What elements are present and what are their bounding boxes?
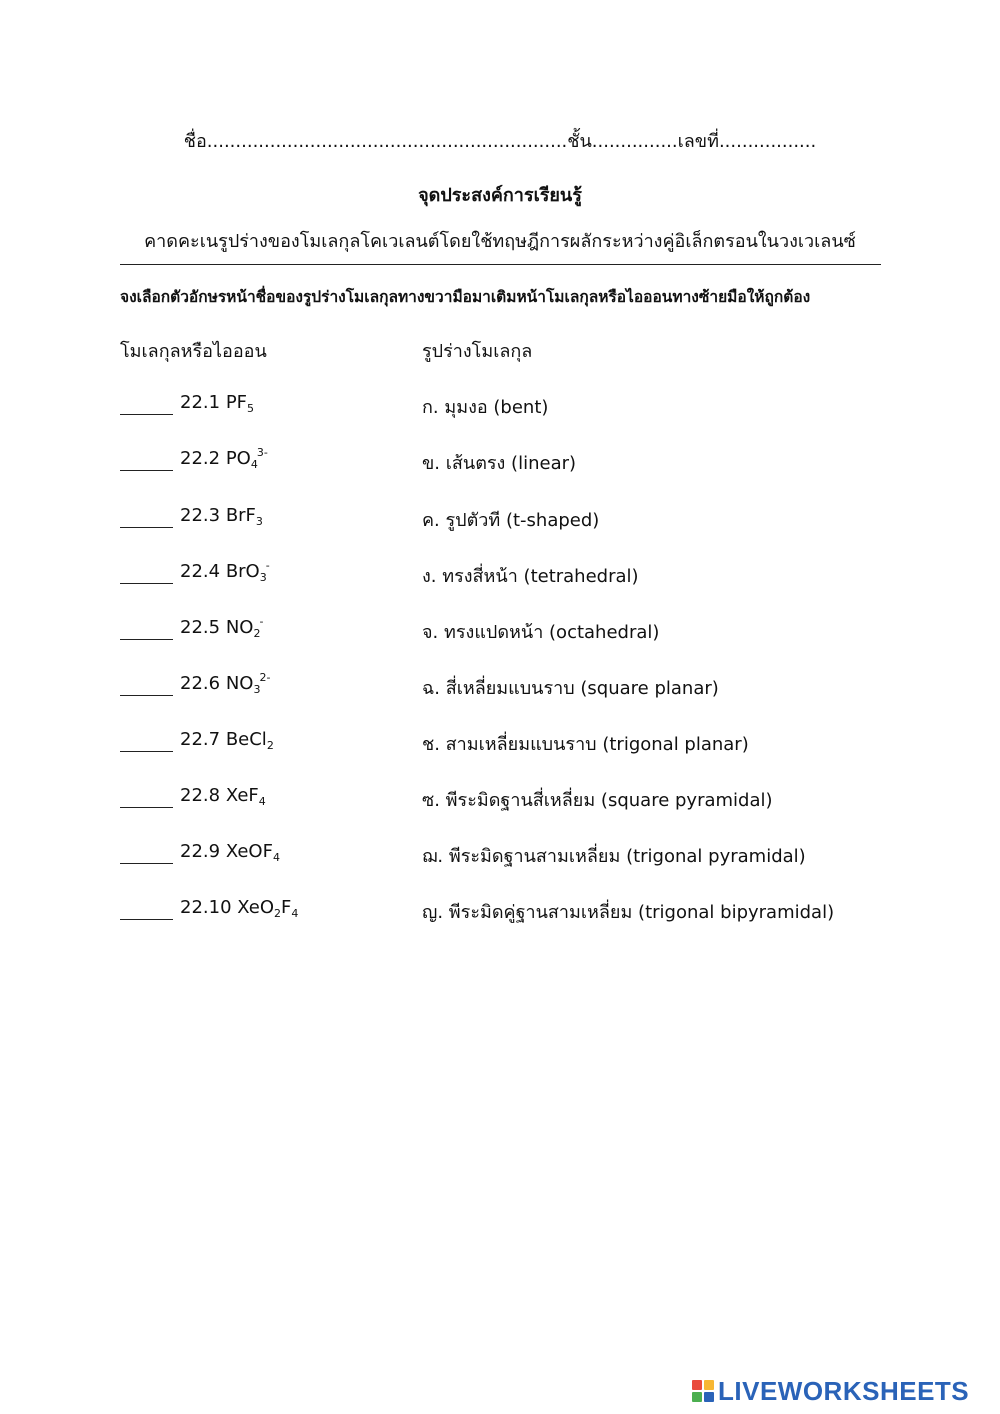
formula-part: 2- — [259, 671, 271, 684]
logo-square — [692, 1392, 702, 1402]
question-row — [120, 841, 880, 871]
column-header-molecule: โมเลกุลหรือไอออน — [120, 341, 267, 362]
molecule-label — [180, 392, 254, 413]
molecule-label — [180, 617, 263, 638]
answer-blank[interactable] — [120, 807, 173, 808]
question-number: 22.4 — [180, 561, 221, 582]
column-header-shape: รูปร่างโมเลกุล — [422, 341, 533, 362]
question-number: 22.10 — [180, 897, 232, 918]
formula-part: 3 — [259, 571, 267, 584]
formula-part: BrO — [225, 561, 260, 582]
molecule-formula — [237, 897, 298, 918]
formula-part: 3 — [253, 683, 261, 696]
question-row — [120, 448, 880, 478]
divider-line — [120, 264, 881, 265]
question-row — [120, 729, 880, 759]
molecule-label — [180, 448, 268, 469]
formula-part: XeOF — [225, 841, 273, 862]
formula-part: 4 — [291, 907, 299, 920]
shape-option: จ. ทรงแปดหน้า (octahedral) — [422, 622, 660, 643]
formula-part: F — [281, 897, 292, 918]
formula-part: 3 — [255, 515, 263, 528]
answer-blank[interactable] — [120, 751, 173, 752]
question-number: 22.1 — [180, 392, 221, 413]
student-info-line: ชื่อ...............................................................ชั้น...............เลขที่................. — [183, 131, 817, 152]
formula-part: PO — [225, 448, 251, 469]
formula-part: 2 — [266, 739, 274, 752]
instruction-text: จงเลือกตัวอักษรหน้าชื่อของรูปร่างโมเลกุลทางขวามือมาเติมหน้าโมเลกุลหรือไอออนทางซ้ายมือให้ถูกต้อง — [120, 288, 811, 306]
question-row — [120, 617, 880, 647]
shape-option: ฉ. สี่เหลี่ยมแบนราบ (square planar) — [422, 678, 719, 699]
answer-blank[interactable] — [120, 527, 173, 528]
question-row — [120, 785, 880, 815]
formula-part: 4 — [258, 795, 266, 808]
molecule-label — [180, 841, 280, 862]
formula-part: NO — [225, 673, 254, 694]
question-row — [120, 673, 880, 703]
formula-part: NO — [225, 617, 254, 638]
formula-part: BeCl — [225, 729, 267, 750]
formula-part: - — [259, 615, 264, 628]
formula-part: 4 — [250, 458, 258, 471]
question-row — [120, 897, 880, 927]
formula-part: PF — [225, 392, 248, 413]
objective-title: จุดประสงค์การเรียนรู้ — [418, 185, 582, 206]
objective-text: คาดคะเนรูปร่างของโมเลกุลโคเวเลนต์โดยใช้ทฤษฎีการผลักระหว่างคู่อิเล็กตรอนในวงเวเลนซ์ — [144, 231, 856, 252]
formula-part: 4 — [272, 851, 280, 864]
question-row — [120, 392, 880, 422]
molecule-label — [180, 729, 274, 750]
question-number: 22.5 — [180, 617, 221, 638]
answer-blank[interactable] — [120, 919, 173, 920]
formula-part: 2 — [274, 907, 282, 920]
molecule-formula — [226, 392, 254, 413]
molecule-label — [180, 505, 263, 526]
molecule-formula — [226, 729, 274, 750]
liveworksheets-logo-icon — [692, 1380, 714, 1402]
formula-part: BrF — [225, 505, 256, 526]
question-row — [120, 505, 880, 535]
shape-option: ซ. พีระมิดฐานสี่เหลี่ยม (square pyramidal) — [422, 790, 773, 811]
logo-square — [704, 1392, 714, 1402]
answer-blank[interactable] — [120, 863, 173, 864]
molecule-formula — [226, 673, 271, 694]
formula-part: XeF — [225, 785, 259, 806]
answer-blank[interactable] — [120, 470, 173, 471]
molecule-formula — [226, 505, 263, 526]
answer-blank[interactable] — [120, 695, 173, 696]
shape-option: ข. เส้นตรง (linear) — [422, 453, 577, 474]
liveworksheets-logo-text: LIVEWORKSHEETS — [718, 1376, 970, 1406]
molecule-label — [180, 897, 298, 918]
shape-option: ช. สามเหลี่ยมแบนราบ (trigonal planar) — [422, 734, 749, 755]
formula-part: - — [265, 559, 270, 572]
formula-part: 2 — [253, 627, 261, 640]
question-number: 22.7 — [180, 729, 221, 750]
formula-part: XeO — [237, 897, 275, 918]
answer-blank[interactable] — [120, 639, 173, 640]
shape-option: ญ. พีระมิดคู่ฐานสามเหลี่ยม (trigonal bipyramidal) — [422, 902, 835, 923]
question-number: 22.9 — [180, 841, 221, 862]
answer-blank[interactable] — [120, 583, 173, 584]
formula-part: 5 — [247, 402, 255, 415]
question-number: 22.2 — [180, 448, 221, 469]
molecule-formula — [226, 448, 268, 469]
molecule-label — [180, 673, 270, 694]
question-number: 22.8 — [180, 785, 221, 806]
question-number: 22.6 — [180, 673, 221, 694]
molecule-label — [180, 561, 270, 582]
shape-option: ฌ. พีระมิดฐานสามเหลี่ยม (trigonal pyramidal) — [422, 846, 806, 867]
molecule-formula — [226, 785, 266, 806]
logo-square — [704, 1380, 714, 1390]
molecule-formula — [226, 561, 270, 582]
logo-square — [692, 1380, 702, 1390]
question-number: 22.3 — [180, 505, 221, 526]
shape-option: ง. ทรงสี่หน้า (tetrahedral) — [422, 566, 639, 587]
molecule-formula — [226, 841, 280, 862]
question-row — [120, 561, 880, 591]
shape-option: ก. มุมงอ (bent) — [422, 397, 549, 418]
answer-blank[interactable] — [120, 414, 173, 415]
liveworksheets-logo — [692, 1378, 969, 1404]
molecule-label — [180, 785, 266, 806]
molecule-formula — [226, 617, 264, 638]
shape-option: ค. รูปตัวที (t-shaped) — [422, 510, 600, 531]
formula-part: 3- — [256, 446, 268, 459]
